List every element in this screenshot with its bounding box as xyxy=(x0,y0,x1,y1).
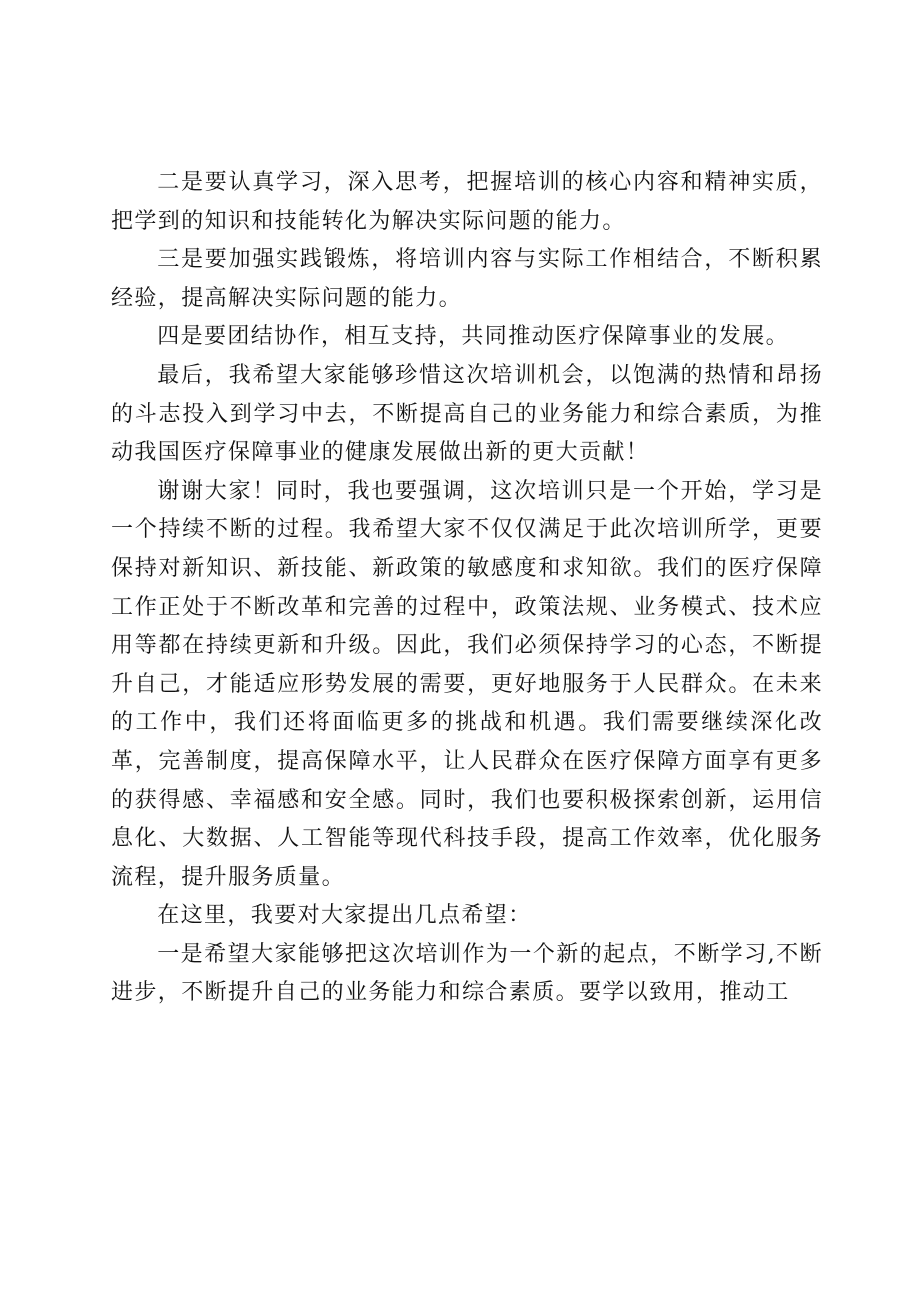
paragraph-hopes-intro: 在这里，我要对大家提出几点希望： xyxy=(157,903,532,929)
paragraph-4-teamwork: 四是要团结协作，相互支持，共同推动医疗保障事业的发展。 xyxy=(157,324,789,350)
paragraph-closing: 最后，我希望大家能够珍惜这次培训机会，以饱满的热情和昂扬的斗志投入到学习中去，不断提高自己的业务能力和综合素质，为推动我国医疗保障事业的健康发展做出新的更大贡献！ xyxy=(111,362,823,466)
document-body xyxy=(111,164,823,1013)
paragraph-2-study: 二是要认真学习，深入思考，把握培训的核心内容和精神实质，把学到的知识和技能转化为解决实际问题的能力。 xyxy=(111,170,823,234)
paragraph-hope-1: 一是希望大家能够把这次培训作为一个新的起点，不断学习,不断进步，不断提升自己的业务能力和综合素质。要学以致用，推动工 xyxy=(111,941,823,1006)
paragraph-3-practice: 三是要加强实践锻炼，将培训内容与实际工作相结合，不断积累经验，提高解决实际问题的能力。 xyxy=(111,247,823,311)
paragraph-thanks: 谢谢大家！同时，我也要强调，这次培训只是一个开始，学习是一个持续不断的过程。我希望大家不仅仅满足于此次培训所学，更要保持对新知识、新技能、新政策的敏感度和求知欲。我们的医疗保障工作正处于不断改革和完善的过程中，政策法规、业务模式、技术应用等都在持续更新和升级。因此，我们必须保持学习的心态，不断提升自己，才能适应形势发展的需要，更好地服务于人民群众。在未来的工作中，我们还将面临更多的挑战和机遇。我们需要继续深化改革，完善制度，提高保障水平，让人民群众在医疗保障方面享有更多的获得感、幸福感和安全感。同时，我们也要积极探索创新，运用信息化、大数据、人工智能等现代科技手段，提高工作效率，优化服务流程，提升服务质量。 xyxy=(111,478,823,890)
